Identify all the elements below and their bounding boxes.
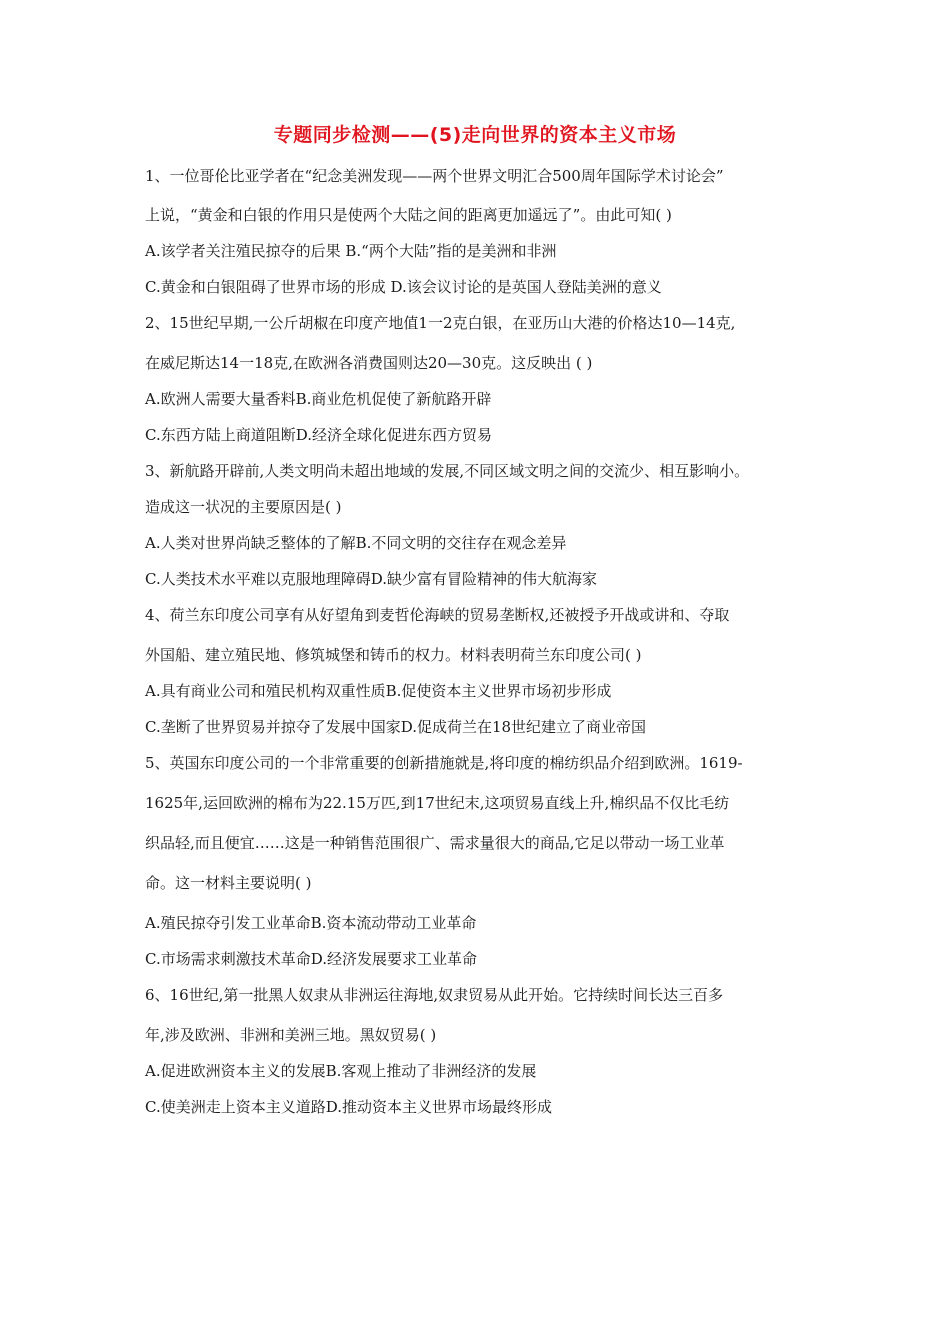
question-2-stem-line-2: 在威尼斯达14一18克,在欧洲各消费国则达20—30克。这反映出 ( ) — [145, 354, 593, 372]
question-2-stem-line-1: 2、15世纪早期,一公斤胡椒在印度产地值1一2克白银，在亚历山大港的价格达10—14克, — [145, 314, 736, 332]
question-3-stem-line-1: 3、新航路开辟前,人类文明尚未超出地域的发展,不同区域文明之间的交流少、相互影响小。 — [145, 462, 750, 480]
question-5-stem-line-4: 命。这一材料主要说明( ) — [145, 874, 312, 892]
question-3-stem-line-2: 造成这一状况的主要原因是( ) — [145, 498, 342, 516]
question-3-options-ab: A.人类对世界尚缺乏整体的了解B.不同文明的交往存在观念差异 — [145, 534, 567, 552]
question-1-options-ab: A.该学者关注殖民掠夺的后果 B.“两个大陆”指的是美洲和非洲 — [145, 242, 557, 260]
question-4-options-ab: A.具有商业公司和殖民机构双重性质B.促使资本主义世界市场初步形成 — [145, 682, 612, 700]
question-1-stem-line-2: 上说，“黄金和白银的作用只是使两个大陆之间的距离更加遥远了”。由此可知( ) — [145, 206, 672, 224]
question-6-stem-line-2: 年,涉及欧洲、非洲和美洲三地。黑奴贸易( ) — [145, 1026, 437, 1044]
question-2-options-ab: A.欧洲人需要大量香料B.商业危机促使了新航路开辟 — [145, 390, 492, 408]
question-1-stem-line-1: 1、一位哥伦比亚学者在“纪念美洲发现——两个世界文明汇合500周年国际学术讨论会” — [145, 167, 724, 185]
question-4-stem-line-2: 外国船、建立殖民地、修筑城堡和铸币的权力。材料表明荷兰东印度公司( ) — [145, 646, 642, 664]
page-title: 专题同步检测——(5)走向世界的资本主义市场 — [273, 124, 677, 146]
question-5-stem-line-1: 5、英国东印度公司的一个非常重要的创新措施就是,将印度的棉纺织品介绍到欧洲。1619- — [145, 754, 743, 772]
question-6-stem-line-1: 6、16世纪,第一批黑人奴隶从非洲运往海地,奴隶贸易从此开始。它持续时间长达三百多 — [145, 986, 724, 1004]
question-1-options-cd: C.黄金和白银阻碍了世界市场的形成 D.该会议讨论的是英国人登陆美洲的意义 — [145, 278, 662, 296]
question-5-stem-line-2: 1625年,运回欧洲的棉布为22.15万匹,到17世纪末,这项贸易直线上升,棉织品不仅比毛纺 — [145, 794, 730, 812]
question-5-options-ab: A.殖民掠夺引发工业革命B.资本流动带动工业革命 — [145, 914, 477, 932]
question-4-options-cd: C.垄断了世界贸易并掠夺了发展中国家D.促成荷兰在18世纪建立了商业帝国 — [145, 718, 647, 736]
question-6-options-cd: C.使美洲走上资本主义道路D.推动资本主义世界市场最终形成 — [145, 1098, 552, 1116]
question-6-options-ab: A.促进欧洲资本主义的发展B.客观上推动了非洲经济的发展 — [145, 1062, 537, 1080]
question-3-options-cd: C.人类技术水平难以克服地理障碍D.缺少富有冒险精神的伟大航海家 — [145, 570, 597, 588]
question-5-stem-line-3: 织品轻,而且便宜……这是一种销售范围很广、需求量很大的商品,它足以带动一场工业革 — [145, 834, 725, 852]
question-5-options-cd: C.市场需求刺激技术革命D.经济发展要求工业革命 — [145, 950, 477, 968]
question-2-options-cd: C.东西方陆上商道阻断D.经济全球化促进东西方贸易 — [145, 426, 492, 444]
question-4-stem-line-1: 4、荷兰东印度公司享有从好望角到麦哲伦海峡的贸易垄断权,还被授予开战或讲和、夺取 — [145, 606, 730, 624]
